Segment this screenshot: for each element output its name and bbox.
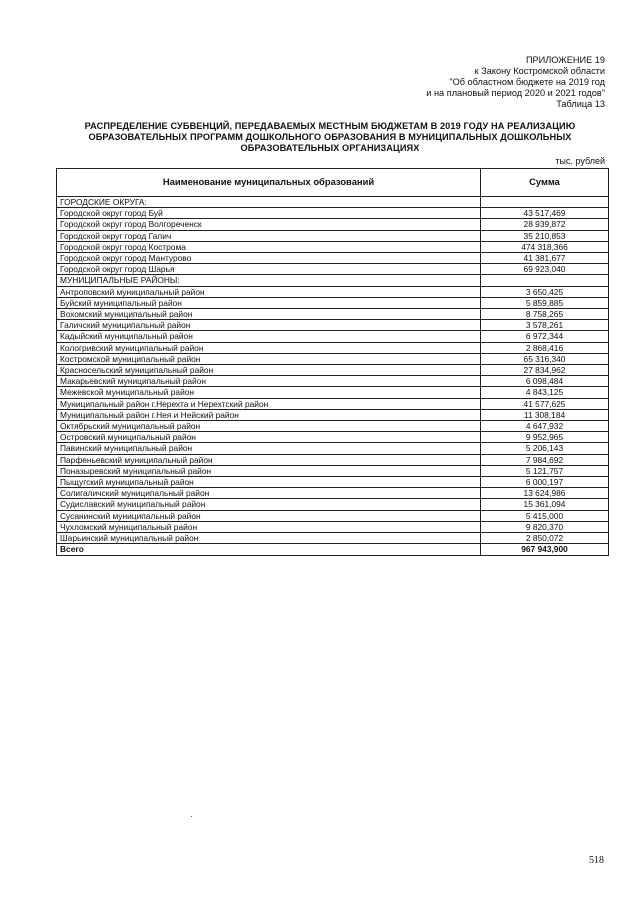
cell-sum: 5 121,757	[481, 465, 609, 476]
table-row	[57, 443, 609, 454]
table-row	[57, 499, 609, 510]
cell-name: Галичский муниципальный район	[57, 320, 481, 331]
table-row	[57, 421, 609, 432]
cell-name: ГОРОДСКИЕ ОКРУГА:	[57, 197, 481, 208]
cell-name: Октябрьский муниципальный район	[57, 421, 481, 432]
cell-name: Судиславский муниципальный район	[57, 499, 481, 510]
cell-sum: 5 415,000	[481, 510, 609, 521]
cell-name: Павинский муниципальный район	[57, 443, 481, 454]
cell-sum: 11 308,184	[481, 409, 609, 420]
table-row	[57, 398, 609, 409]
appendix-line: Таблица 13	[556, 99, 605, 109]
cell-sum: 69 923,040	[481, 264, 609, 275]
cell-name: Парфеньевский муниципальный район	[57, 454, 481, 465]
section-row	[57, 197, 609, 208]
cell-name: Поназыревский муниципальный район	[57, 465, 481, 476]
cell-name: Кадыйский муниципальный район	[57, 331, 481, 342]
cell-sum: 7 984,692	[481, 454, 609, 465]
cell-name: Городской округ город Буй	[57, 208, 481, 219]
table-row	[57, 521, 609, 532]
cell-sum: 41 381,677	[481, 253, 609, 264]
units-label: тыс. рублей	[555, 156, 605, 166]
table-row	[57, 365, 609, 376]
table-row	[57, 331, 609, 342]
table-row	[57, 342, 609, 353]
cell-name: МУНИЦИПАЛЬНЫЕ РАЙОНЫ:	[57, 275, 481, 286]
table-row	[57, 253, 609, 264]
cell-name: Межевской муниципальный район	[57, 387, 481, 398]
title-line: ОБРАЗОВАТЕЛЬНЫХ ПРОГРАММ ДОШКОЛЬНОГО ОБРАЗОВАНИЯ В МУНИЦИПАЛЬНЫХ ДОШКОЛЬНЫХ	[88, 132, 572, 142]
cell-sum: 3 578,261	[481, 320, 609, 331]
cell-name: Городской округ город Галич	[57, 230, 481, 241]
cell-name: Буйский муниципальный район	[57, 297, 481, 308]
total-row	[57, 544, 609, 555]
cell-name: Солигаличский муниципальный район	[57, 488, 481, 499]
appendix-line: "Об областном бюджете на 2019 год	[449, 77, 605, 87]
cell-name: Городской округ город Кострома	[57, 241, 481, 252]
cell-sum: 5 859,885	[481, 297, 609, 308]
cell-name: Сусанинский муниципальный район	[57, 510, 481, 521]
table-row	[57, 488, 609, 499]
table-row	[57, 219, 609, 230]
appendix-line: ПРИЛОЖЕНИЕ 19	[525, 55, 605, 65]
cell-name: Красносельский муниципальный район	[57, 365, 481, 376]
cell-sum: 43 517,469	[481, 208, 609, 219]
cell-sum: 35 210,853	[481, 230, 609, 241]
cell-sum: 3 650,425	[481, 286, 609, 297]
cell-name: Муниципальный район г.Нея и Нейский район	[57, 409, 481, 420]
appendix-line: и на плановый период 2020 и 2021 годов"	[426, 88, 605, 98]
table-row	[57, 376, 609, 387]
table-row	[57, 510, 609, 521]
table-row	[57, 533, 609, 544]
header-name: Наименование муниципальных образований	[57, 169, 481, 197]
table-body	[57, 197, 609, 556]
cell-name: Кологривский муниципальный район	[57, 342, 481, 353]
cell-sum	[481, 197, 609, 208]
cell-name: Чухломский муниципальный район	[57, 521, 481, 532]
cell-sum: 2 868,416	[481, 342, 609, 353]
cell-sum: 4 647,932	[481, 421, 609, 432]
cell-sum: 6 000,197	[481, 477, 609, 488]
table-row	[57, 297, 609, 308]
title-line: РАСПРЕДЕЛЕНИЕ СУБВЕНЦИЙ, ПЕРЕДАВАЕМЫХ МЕСТНЫМ БЮДЖЕТАМ В 2019 ГОДУ НА РЕАЛИЗАЦИЮ	[84, 121, 576, 131]
cell-name: Всего	[57, 544, 481, 555]
cell-name: Городской округ город Мантурово	[57, 253, 481, 264]
subsidy-table	[56, 168, 609, 556]
table-row	[57, 286, 609, 297]
cell-sum: 41 577,625	[481, 398, 609, 409]
table-row	[57, 477, 609, 488]
cell-name: Городской округ город Шарья	[57, 264, 481, 275]
table-row	[57, 465, 609, 476]
cell-sum: 15 361,094	[481, 499, 609, 510]
table-row	[57, 454, 609, 465]
table-row	[57, 432, 609, 443]
table-row	[57, 387, 609, 398]
cell-sum: 8 758,265	[481, 309, 609, 320]
cell-name: Макарьевский муниципальный район	[57, 376, 481, 387]
cell-sum: 2 850,072	[481, 533, 609, 544]
cell-sum: 6 098,484	[481, 376, 609, 387]
cell-sum: 28 939,872	[481, 219, 609, 230]
table-row	[57, 264, 609, 275]
cell-sum: 474 318,366	[481, 241, 609, 252]
cell-sum	[481, 275, 609, 286]
table-row	[57, 409, 609, 420]
cell-sum: 5 206,143	[481, 443, 609, 454]
table-row	[57, 309, 609, 320]
cell-sum: 9 952,965	[481, 432, 609, 443]
cell-name: Вохомский муниципальный район	[57, 309, 481, 320]
table-row	[57, 208, 609, 219]
table-header-row	[57, 169, 609, 197]
header-sum: Сумма	[481, 169, 609, 197]
page-number: 518	[589, 855, 604, 866]
title-line: ОБРАЗОВАТЕЛЬНЫХ ОРГАНИЗАЦИЯХ	[240, 143, 420, 153]
cell-sum: 27 834,962	[481, 365, 609, 376]
cell-sum: 967 943,900	[481, 544, 609, 555]
cell-sum: 4 843,125	[481, 387, 609, 398]
document-title	[60, 121, 600, 154]
cell-sum: 65 316,340	[481, 353, 609, 364]
appendix-line: к Закону Костромской области	[474, 66, 605, 76]
table-row	[57, 320, 609, 331]
cell-name: Костромской муниципальный район	[57, 353, 481, 364]
section-row	[57, 275, 609, 286]
table-row	[57, 230, 609, 241]
cell-name: Городской округ город Волгореченск	[57, 219, 481, 230]
cell-sum: 6 972,344	[481, 331, 609, 342]
cell-name: Муниципальный район г.Нерехта и Нерехтский район	[57, 398, 481, 409]
cell-name: Антроповский муниципальный район	[57, 286, 481, 297]
cell-sum: 9 820,370	[481, 521, 609, 532]
table-row	[57, 241, 609, 252]
scan-speck	[191, 816, 192, 817]
table-row	[57, 353, 609, 364]
cell-name: Шарьинский муниципальный район	[57, 533, 481, 544]
appendix-header	[426, 55, 605, 110]
cell-sum: 13 624,986	[481, 488, 609, 499]
cell-name: Островский муниципальный район	[57, 432, 481, 443]
cell-name: Пыщугский муниципальный район	[57, 477, 481, 488]
